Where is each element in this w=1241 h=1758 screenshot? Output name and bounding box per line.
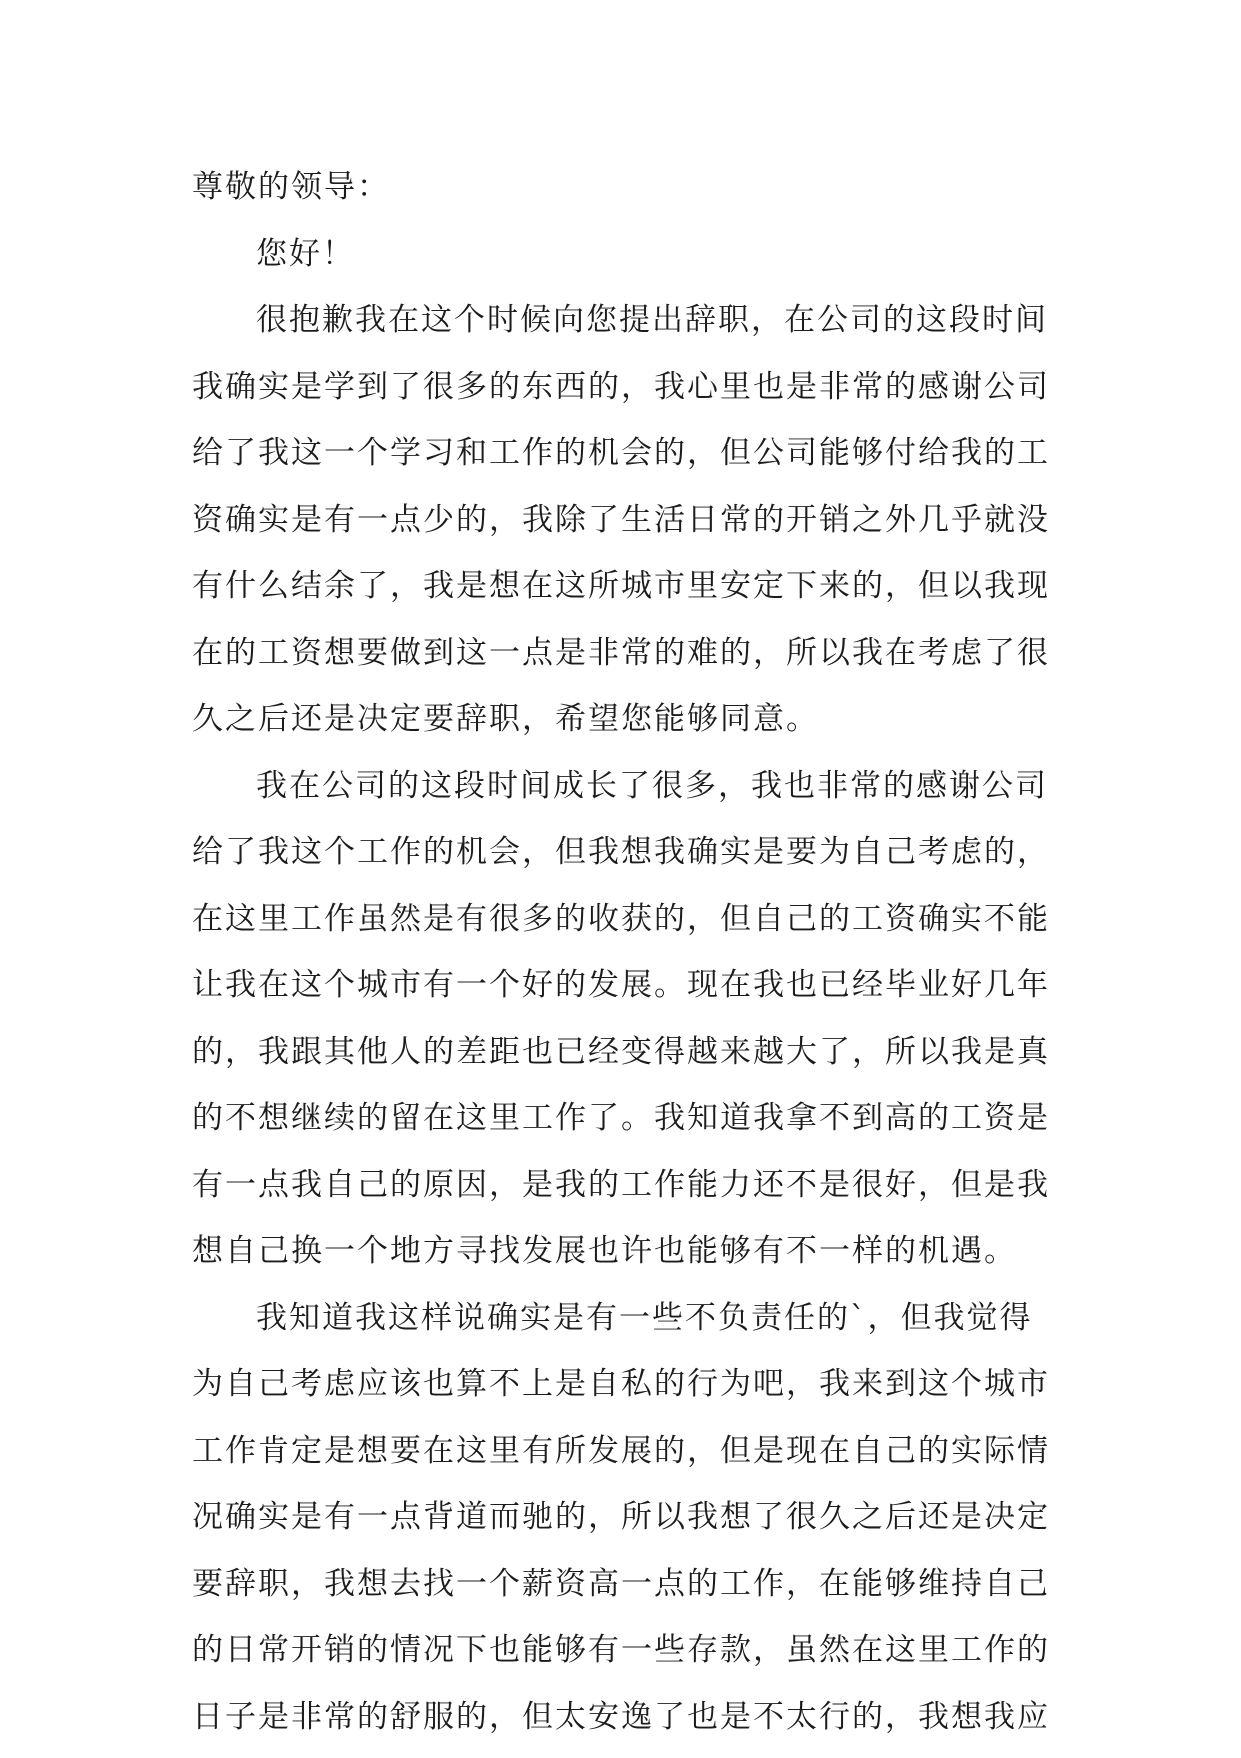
paragraph-line: 有一点我自己的原因，是我的工作能力还不是很好，但是我 [192,1160,1072,1227]
paragraph-line: 我在公司的这段时间成长了很多，我也非常的感谢公司 [192,761,1072,828]
paragraph-2 [192,761,1072,1293]
paragraph-line: 日子是非常的舒服的，但太安逸了也是不太行的，我想我应 [192,1692,1072,1758]
salutation: 尊敬的领导： [192,162,1072,229]
paragraph-line: 况确实是有一点背道而驰的，所以我想了很久之后还是决定 [192,1492,1072,1559]
paragraph-1 [192,295,1072,761]
paragraph-line: 想自己换一个地方寻找发展也许也能够有不一样的机遇。 [192,1226,1072,1293]
paragraph-line: 让我在这个城市有一个好的发展。现在我也已经毕业好几年 [192,960,1072,1027]
paragraph-line: 的不想继续的留在这里工作了。我知道我拿不到高的工资是 [192,1093,1072,1160]
paragraph-line: 给了我这一个学习和工作的机会的，但公司能够付给我的工 [192,428,1072,495]
paragraph-line: 我知道我这样说确实是有一些不负责任的`，但我觉得 [192,1293,1072,1360]
paragraph-line: 工作肯定是想要在这里有所发展的，但是现在自己的实际情 [192,1426,1072,1493]
letter-body [192,162,1072,1758]
paragraph-line: 要辞职，我想去找一个薪资高一点的工作，在能够维持自己 [192,1559,1072,1626]
paragraph-line: 久之后还是决定要辞职，希望您能够同意。 [192,694,1072,761]
paragraph-line: 我确实是学到了很多的东西的，我心里也是非常的感谢公司 [192,362,1072,429]
greeting: 您好！ [192,229,1072,296]
paragraph-line: 为自己考虑应该也算不上是自私的行为吧，我来到这个城市 [192,1359,1072,1426]
paragraph-line: 有什么结余了，我是想在这所城市里安定下来的，但以我现 [192,561,1072,628]
paragraph-line: 资确实是有一点少的，我除了生活日常的开销之外几乎就没 [192,495,1072,562]
paragraph-line: 的日常开销的情况下也能够有一些存款，虽然在这里工作的 [192,1625,1072,1692]
paragraph-3 [192,1293,1072,1758]
paragraph-line: 在的工资想要做到这一点是非常的难的，所以我在考虑了很 [192,628,1072,695]
paragraph-line: 给了我这个工作的机会，但我想我确实是要为自己考虑的， [192,827,1072,894]
paragraph-line: 很抱歉我在这个时候向您提出辞职，在公司的这段时间 [192,295,1072,362]
paragraph-line: 的，我跟其他人的差距也已经变得越来越大了，所以我是真 [192,1027,1072,1094]
paragraph-line: 在这里工作虽然是有很多的收获的，但自己的工资确实不能 [192,894,1072,961]
